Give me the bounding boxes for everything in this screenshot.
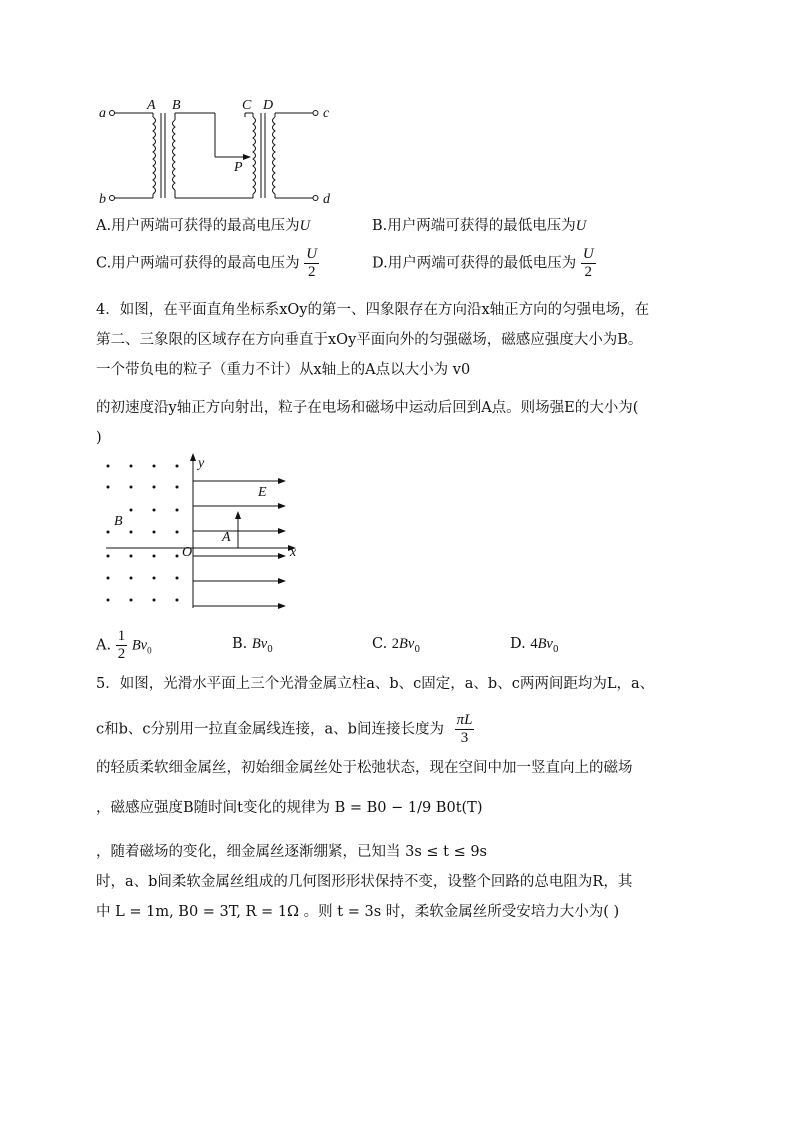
q4-option-c: C. $2Bv_0$ xyxy=(372,636,421,655)
q5-line-6: 时，a、b间柔软金属丝组成的几何图形形状保持不变，设整个回路的总电阻为R，其 xyxy=(96,874,633,890)
terminal-a-label: a xyxy=(99,106,106,121)
field-diagram xyxy=(98,452,313,614)
terminal-d-label: d xyxy=(323,192,330,207)
coil-D-label: D xyxy=(263,98,274,113)
q4-option-d: D. $4Bv_0$ xyxy=(510,636,559,655)
coil-A-label: A xyxy=(147,98,156,113)
x-axis-label: x xyxy=(290,545,297,560)
q3-option-a: A.用户两端可获得的最高电压为U xyxy=(96,218,311,234)
q4-line-4: 的初速度沿y轴正方向射出，粒子在电场和磁场中运动后回到A点。则场强E的大小为( xyxy=(96,400,639,416)
origin-label: O xyxy=(182,545,193,560)
q5-line-7: 中 L = 1m, B0 = 3T, R = 1Ω 。则 t = 3s 时，柔软金属丝所受安培力大小为( ) xyxy=(96,904,620,920)
coil-C-label: C xyxy=(242,98,252,113)
E-label: E xyxy=(258,485,267,500)
q5-line-4: ，磁感应强度B随时间t变化的规律为 B = B0 − 1/9 B0t(T) xyxy=(96,800,483,816)
q4-option-b: B. $Bv_0$ xyxy=(232,636,273,655)
q5-line-5: ，随着磁场的变化，细金属丝逐渐绷紧，已知当 3s ≤ t ≤ 9s xyxy=(96,844,488,860)
q4-line-2: 第二、三象限的区域存在方向垂直于xOy平面向外的匀强磁场，磁感应强度大小为B。 xyxy=(96,332,643,348)
q3-option-c: C.用户两端可获得的最高电压为 $\frac{U}{2}$ xyxy=(96,246,318,280)
q5-line-1: 5．如图，光滑水平面上三个光滑金属立柱a、b、c固定，a、b、c两两间距均为L，a、 xyxy=(96,676,655,692)
q4-option-a: A. $\frac{1}{2}$ $Bv_0$ xyxy=(96,628,152,662)
magnetic-field-dots xyxy=(107,465,179,602)
q5-line-2: c和b、c分别用一拉直金属线连接，a、b间连接长度为 $\frac{\pi L}{3}$ xyxy=(96,712,473,746)
q3-option-b: B.用户两端可获得的最低电压为U xyxy=(372,218,587,234)
transformer-diagram xyxy=(95,95,335,210)
q3-option-d: D.用户两端可获得的最低电压为 $\frac{U}{2}$ xyxy=(372,246,594,280)
B-label: B xyxy=(114,514,123,529)
slider-P-label: P xyxy=(234,160,243,175)
point-A-label: A xyxy=(222,530,231,545)
terminal-c-label: c xyxy=(323,106,330,121)
q4-line-5: ) xyxy=(96,430,102,446)
q5-line-3: 的轻质柔软细金属丝，初始细金属丝处于松弛状态，现在空间中加一竖直向上的磁场 xyxy=(96,760,633,776)
coil-B-label: B xyxy=(172,98,181,113)
q4-line-1: 4．如图，在平面直角坐标系xOy的第一、四象限存在方向沿x轴正方向的匀强电场，在 xyxy=(96,302,650,318)
y-axis-label: y xyxy=(198,456,205,471)
terminal-b-label: b xyxy=(99,192,106,207)
q4-line-3: 一个带负电的粒子（重力不计）从x轴上的A点以大小为 v0 xyxy=(96,362,471,378)
